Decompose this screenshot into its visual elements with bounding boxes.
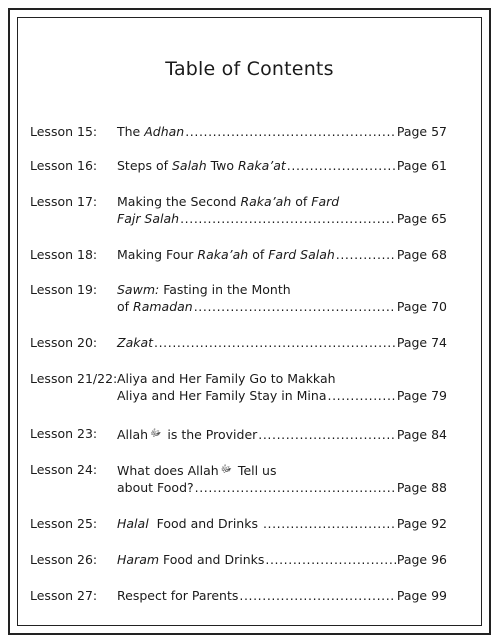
lesson-title-line-2: Fajr Salah bbox=[117, 211, 180, 226]
lesson-title-line-1: Sawm: Fasting in the Month bbox=[117, 282, 291, 297]
honorific-glyph: ﷻ bbox=[150, 428, 162, 439]
dot-leader bbox=[154, 334, 396, 351]
lesson-title-line-1: What does Allah ﷻ Tell us bbox=[117, 463, 277, 478]
lesson-number: Lesson 17: bbox=[30, 194, 98, 209]
lesson-title-line-2: about Food? bbox=[117, 480, 194, 495]
page-number: Page 88 bbox=[396, 480, 447, 495]
page-number: Page 96 bbox=[396, 552, 447, 567]
dot-leader bbox=[263, 515, 396, 532]
lesson-number: Lesson 21/22: bbox=[30, 371, 118, 386]
lesson-title-line-1: Aliya and Her Family Go to Makkah bbox=[117, 371, 336, 386]
lesson-title: Making Four Raka’ah of Fard Salah bbox=[117, 247, 335, 262]
page-number: Page 99 bbox=[396, 588, 447, 603]
lesson-title: Halal Food and Drinks bbox=[117, 516, 262, 531]
page-number: Page 92 bbox=[396, 516, 447, 531]
dot-leader bbox=[195, 479, 396, 496]
lesson-title-line-2: Aliya and Her Family Stay in Mina bbox=[117, 388, 327, 403]
lesson-number: Lesson 16: bbox=[30, 158, 98, 173]
lesson-title: Steps of Salah Two Raka’at bbox=[117, 158, 286, 173]
lesson-number: Lesson 20: bbox=[30, 335, 98, 350]
page-number: Page 84 bbox=[396, 427, 447, 442]
dot-leader bbox=[328, 387, 396, 404]
lesson-number: Lesson 24: bbox=[30, 462, 98, 477]
dot-leader bbox=[336, 246, 396, 263]
page-title: Table of Contents bbox=[165, 58, 334, 80]
dot-leader bbox=[258, 426, 396, 443]
lesson-number: Lesson 26: bbox=[30, 552, 98, 567]
dot-leader bbox=[287, 157, 396, 174]
dot-leader bbox=[185, 123, 396, 140]
page-number: Page 79 bbox=[396, 388, 447, 403]
lesson-number: Lesson 27: bbox=[30, 588, 98, 603]
lesson-number: Lesson 15: bbox=[30, 124, 98, 139]
lesson-title: Allah ﷻ is the Provider bbox=[117, 427, 258, 442]
lesson-title: Zakat bbox=[117, 335, 154, 350]
dot-leader bbox=[265, 551, 395, 568]
page-number: Page 70 bbox=[396, 299, 447, 314]
lesson-title: The Adhan bbox=[117, 124, 185, 139]
dot-leader bbox=[180, 210, 396, 227]
lesson-title-line-1: Making the Second Raka’ah of Fard bbox=[117, 194, 340, 209]
page-number: Page 57 bbox=[396, 124, 447, 139]
page-number: Page 61 bbox=[396, 158, 447, 173]
page-number: Page 65 bbox=[396, 211, 447, 226]
lesson-title: Respect for Parents bbox=[117, 588, 239, 603]
page-number: Page 68 bbox=[396, 247, 447, 262]
page-number: Page 74 bbox=[396, 335, 447, 350]
lesson-title: Haram Food and Drinks bbox=[117, 552, 265, 567]
lesson-number: Lesson 18: bbox=[30, 247, 98, 262]
dot-leader bbox=[239, 587, 395, 604]
dot-leader bbox=[194, 298, 396, 315]
lesson-number: Lesson 19: bbox=[30, 282, 98, 297]
lesson-title-line-2: of Ramadan bbox=[117, 299, 193, 314]
lesson-number: Lesson 23: bbox=[30, 426, 98, 441]
honorific-glyph: ﷻ bbox=[220, 464, 232, 475]
lesson-number: Lesson 25: bbox=[30, 516, 98, 531]
